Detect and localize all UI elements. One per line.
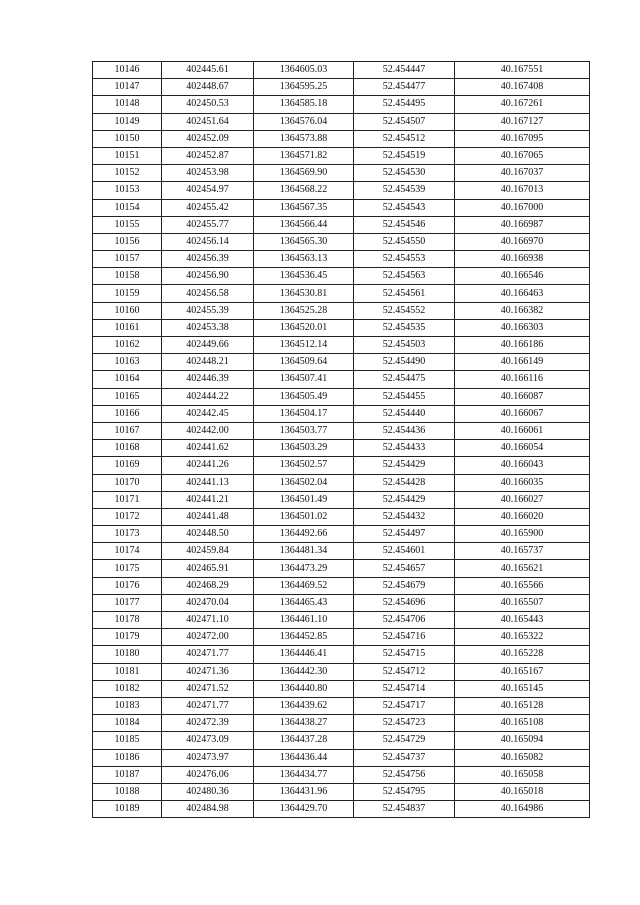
latitude-cell: 52.454495 xyxy=(354,96,455,113)
point-id-cell: 10177 xyxy=(93,594,162,611)
x-coordinate-cell: 402441.48 xyxy=(162,508,254,525)
point-id-cell: 10180 xyxy=(93,646,162,663)
table-row xyxy=(93,62,590,79)
table-row xyxy=(93,646,590,663)
y-coordinate-cell: 1364473.29 xyxy=(254,560,354,577)
y-coordinate-cell: 1364461.10 xyxy=(254,612,354,629)
longitude-cell: 40.166303 xyxy=(455,319,590,336)
point-id-cell: 10181 xyxy=(93,663,162,680)
point-id-cell: 10188 xyxy=(93,783,162,800)
x-coordinate-cell: 402450.53 xyxy=(162,96,254,113)
table-row xyxy=(93,474,590,491)
longitude-cell: 40.165322 xyxy=(455,629,590,646)
latitude-cell: 52.454561 xyxy=(354,285,455,302)
y-coordinate-cell: 1364530.81 xyxy=(254,285,354,302)
longitude-cell: 40.165082 xyxy=(455,749,590,766)
latitude-cell: 52.454546 xyxy=(354,216,455,233)
longitude-cell: 40.166463 xyxy=(455,285,590,302)
y-coordinate-cell: 1364469.52 xyxy=(254,577,354,594)
longitude-cell: 40.166382 xyxy=(455,302,590,319)
x-coordinate-cell: 402448.50 xyxy=(162,526,254,543)
point-id-cell: 10182 xyxy=(93,680,162,697)
table-row xyxy=(93,388,590,405)
point-id-cell: 10178 xyxy=(93,612,162,629)
table-row xyxy=(93,491,590,508)
y-coordinate-cell: 1364520.01 xyxy=(254,319,354,336)
latitude-cell: 52.454716 xyxy=(354,629,455,646)
x-coordinate-cell: 402441.21 xyxy=(162,491,254,508)
y-coordinate-cell: 1364503.29 xyxy=(254,440,354,457)
point-id-cell: 10171 xyxy=(93,491,162,508)
y-coordinate-cell: 1364563.13 xyxy=(254,251,354,268)
table-row xyxy=(93,199,590,216)
y-coordinate-cell: 1364505.49 xyxy=(254,388,354,405)
x-coordinate-cell: 402441.13 xyxy=(162,474,254,491)
latitude-cell: 52.454519 xyxy=(354,147,455,164)
y-coordinate-cell: 1364536.45 xyxy=(254,268,354,285)
latitude-cell: 52.454756 xyxy=(354,766,455,783)
longitude-cell: 40.166035 xyxy=(455,474,590,491)
longitude-cell: 40.166020 xyxy=(455,508,590,525)
x-coordinate-cell: 402442.45 xyxy=(162,405,254,422)
x-coordinate-cell: 402468.29 xyxy=(162,577,254,594)
x-coordinate-cell: 402448.21 xyxy=(162,354,254,371)
x-coordinate-cell: 402454.97 xyxy=(162,182,254,199)
table-row xyxy=(93,422,590,439)
point-id-cell: 10154 xyxy=(93,199,162,216)
x-coordinate-cell: 402456.90 xyxy=(162,268,254,285)
table-row xyxy=(93,371,590,388)
x-coordinate-cell: 402442.00 xyxy=(162,422,254,439)
latitude-cell: 52.454503 xyxy=(354,337,455,354)
latitude-cell: 52.454552 xyxy=(354,302,455,319)
y-coordinate-cell: 1364605.03 xyxy=(254,62,354,79)
latitude-cell: 52.454679 xyxy=(354,577,455,594)
table-row xyxy=(93,732,590,749)
latitude-cell: 52.454837 xyxy=(354,801,455,818)
latitude-cell: 52.454497 xyxy=(354,526,455,543)
point-id-cell: 10179 xyxy=(93,629,162,646)
x-coordinate-cell: 402471.36 xyxy=(162,663,254,680)
point-id-cell: 10183 xyxy=(93,697,162,714)
table-row xyxy=(93,233,590,250)
longitude-cell: 40.165018 xyxy=(455,783,590,800)
x-coordinate-cell: 402453.38 xyxy=(162,319,254,336)
x-coordinate-cell: 402473.97 xyxy=(162,749,254,766)
latitude-cell: 52.454447 xyxy=(354,62,455,79)
point-id-cell: 10185 xyxy=(93,732,162,749)
y-coordinate-cell: 1364501.49 xyxy=(254,491,354,508)
longitude-cell: 40.165145 xyxy=(455,680,590,697)
table-row xyxy=(93,268,590,285)
point-id-cell: 10162 xyxy=(93,337,162,354)
longitude-cell: 40.166027 xyxy=(455,491,590,508)
point-id-cell: 10173 xyxy=(93,526,162,543)
x-coordinate-cell: 402452.09 xyxy=(162,130,254,147)
table-row xyxy=(93,130,590,147)
x-coordinate-cell: 402456.58 xyxy=(162,285,254,302)
table-row xyxy=(93,251,590,268)
point-id-cell: 10186 xyxy=(93,749,162,766)
point-id-cell: 10152 xyxy=(93,165,162,182)
table-row xyxy=(93,526,590,543)
x-coordinate-cell: 402471.10 xyxy=(162,612,254,629)
longitude-cell: 40.167013 xyxy=(455,182,590,199)
longitude-cell: 40.165737 xyxy=(455,543,590,560)
longitude-cell: 40.165058 xyxy=(455,766,590,783)
table-row xyxy=(93,612,590,629)
longitude-cell: 40.167000 xyxy=(455,199,590,216)
longitude-cell: 40.165094 xyxy=(455,732,590,749)
longitude-cell: 40.166987 xyxy=(455,216,590,233)
point-id-cell: 10160 xyxy=(93,302,162,319)
table-row xyxy=(93,319,590,336)
x-coordinate-cell: 402451.64 xyxy=(162,113,254,130)
longitude-cell: 40.166116 xyxy=(455,371,590,388)
point-id-cell: 10187 xyxy=(93,766,162,783)
x-coordinate-cell: 402456.14 xyxy=(162,233,254,250)
table-row xyxy=(93,680,590,697)
point-id-cell: 10149 xyxy=(93,113,162,130)
x-coordinate-cell: 402448.67 xyxy=(162,79,254,96)
longitude-cell: 40.165108 xyxy=(455,715,590,732)
point-id-cell: 10151 xyxy=(93,147,162,164)
latitude-cell: 52.454507 xyxy=(354,113,455,130)
y-coordinate-cell: 1364481.34 xyxy=(254,543,354,560)
y-coordinate-cell: 1364452.85 xyxy=(254,629,354,646)
point-id-cell: 10164 xyxy=(93,371,162,388)
longitude-cell: 40.166087 xyxy=(455,388,590,405)
y-coordinate-cell: 1364568.22 xyxy=(254,182,354,199)
y-coordinate-cell: 1364436.44 xyxy=(254,749,354,766)
point-id-cell: 10189 xyxy=(93,801,162,818)
latitude-cell: 52.454563 xyxy=(354,268,455,285)
coordinates-table-body xyxy=(93,62,590,818)
latitude-cell: 52.454539 xyxy=(354,182,455,199)
y-coordinate-cell: 1364503.77 xyxy=(254,422,354,439)
point-id-cell: 10170 xyxy=(93,474,162,491)
longitude-cell: 40.166186 xyxy=(455,337,590,354)
longitude-cell: 40.166938 xyxy=(455,251,590,268)
latitude-cell: 52.454455 xyxy=(354,388,455,405)
latitude-cell: 52.454543 xyxy=(354,199,455,216)
latitude-cell: 52.454433 xyxy=(354,440,455,457)
latitude-cell: 52.454601 xyxy=(354,543,455,560)
latitude-cell: 52.454432 xyxy=(354,508,455,525)
latitude-cell: 52.454475 xyxy=(354,371,455,388)
table-row xyxy=(93,79,590,96)
table-row xyxy=(93,405,590,422)
point-id-cell: 10157 xyxy=(93,251,162,268)
table-row xyxy=(93,801,590,818)
x-coordinate-cell: 402470.04 xyxy=(162,594,254,611)
y-coordinate-cell: 1364465.43 xyxy=(254,594,354,611)
latitude-cell: 52.454429 xyxy=(354,457,455,474)
x-coordinate-cell: 402456.39 xyxy=(162,251,254,268)
y-coordinate-cell: 1364509.64 xyxy=(254,354,354,371)
point-id-cell: 10148 xyxy=(93,96,162,113)
table-row xyxy=(93,577,590,594)
point-id-cell: 10166 xyxy=(93,405,162,422)
point-id-cell: 10147 xyxy=(93,79,162,96)
table-row xyxy=(93,147,590,164)
longitude-cell: 40.167037 xyxy=(455,165,590,182)
table-row xyxy=(93,216,590,233)
longitude-cell: 40.166970 xyxy=(455,233,590,250)
longitude-cell: 40.167065 xyxy=(455,147,590,164)
longitude-cell: 40.167408 xyxy=(455,79,590,96)
table-row xyxy=(93,715,590,732)
latitude-cell: 52.454530 xyxy=(354,165,455,182)
x-coordinate-cell: 402455.77 xyxy=(162,216,254,233)
x-coordinate-cell: 402473.09 xyxy=(162,732,254,749)
table-row xyxy=(93,337,590,354)
longitude-cell: 40.166061 xyxy=(455,422,590,439)
longitude-cell: 40.166054 xyxy=(455,440,590,457)
y-coordinate-cell: 1364492.66 xyxy=(254,526,354,543)
x-coordinate-cell: 402472.39 xyxy=(162,715,254,732)
point-id-cell: 10150 xyxy=(93,130,162,147)
latitude-cell: 52.454795 xyxy=(354,783,455,800)
latitude-cell: 52.454696 xyxy=(354,594,455,611)
y-coordinate-cell: 1364438.27 xyxy=(254,715,354,732)
table-row xyxy=(93,697,590,714)
table-row xyxy=(93,165,590,182)
coordinates-table xyxy=(92,61,590,818)
latitude-cell: 52.454477 xyxy=(354,79,455,96)
table-row xyxy=(93,285,590,302)
point-id-cell: 10168 xyxy=(93,440,162,457)
x-coordinate-cell: 402449.66 xyxy=(162,337,254,354)
point-id-cell: 10155 xyxy=(93,216,162,233)
y-coordinate-cell: 1364525.28 xyxy=(254,302,354,319)
x-coordinate-cell: 402471.77 xyxy=(162,646,254,663)
y-coordinate-cell: 1364571.82 xyxy=(254,147,354,164)
latitude-cell: 52.454712 xyxy=(354,663,455,680)
x-coordinate-cell: 402476.06 xyxy=(162,766,254,783)
latitude-cell: 52.454428 xyxy=(354,474,455,491)
longitude-cell: 40.165443 xyxy=(455,612,590,629)
latitude-cell: 52.454737 xyxy=(354,749,455,766)
latitude-cell: 52.454429 xyxy=(354,491,455,508)
longitude-cell: 40.166149 xyxy=(455,354,590,371)
longitude-cell: 40.165507 xyxy=(455,594,590,611)
y-coordinate-cell: 1364442.30 xyxy=(254,663,354,680)
table-row xyxy=(93,663,590,680)
y-coordinate-cell: 1364565.30 xyxy=(254,233,354,250)
latitude-cell: 52.454714 xyxy=(354,680,455,697)
longitude-cell: 40.167551 xyxy=(455,62,590,79)
y-coordinate-cell: 1364429.70 xyxy=(254,801,354,818)
table-row xyxy=(93,440,590,457)
x-coordinate-cell: 402441.26 xyxy=(162,457,254,474)
table-row xyxy=(93,749,590,766)
longitude-cell: 40.165167 xyxy=(455,663,590,680)
latitude-cell: 52.454512 xyxy=(354,130,455,147)
x-coordinate-cell: 402444.22 xyxy=(162,388,254,405)
point-id-cell: 10169 xyxy=(93,457,162,474)
y-coordinate-cell: 1364569.90 xyxy=(254,165,354,182)
latitude-cell: 52.454535 xyxy=(354,319,455,336)
x-coordinate-cell: 402445.61 xyxy=(162,62,254,79)
table-row xyxy=(93,457,590,474)
point-id-cell: 10176 xyxy=(93,577,162,594)
x-coordinate-cell: 402446.39 xyxy=(162,371,254,388)
y-coordinate-cell: 1364502.04 xyxy=(254,474,354,491)
y-coordinate-cell: 1364507.41 xyxy=(254,371,354,388)
point-id-cell: 10161 xyxy=(93,319,162,336)
x-coordinate-cell: 402455.42 xyxy=(162,199,254,216)
y-coordinate-cell: 1364504.17 xyxy=(254,405,354,422)
table-row xyxy=(93,766,590,783)
longitude-cell: 40.166546 xyxy=(455,268,590,285)
point-id-cell: 10184 xyxy=(93,715,162,732)
y-coordinate-cell: 1364566.44 xyxy=(254,216,354,233)
latitude-cell: 52.454706 xyxy=(354,612,455,629)
y-coordinate-cell: 1364437.28 xyxy=(254,732,354,749)
point-id-cell: 10172 xyxy=(93,508,162,525)
y-coordinate-cell: 1364573.88 xyxy=(254,130,354,147)
y-coordinate-cell: 1364585.18 xyxy=(254,96,354,113)
table-row xyxy=(93,594,590,611)
x-coordinate-cell: 402459.84 xyxy=(162,543,254,560)
table-row xyxy=(93,354,590,371)
latitude-cell: 52.454440 xyxy=(354,405,455,422)
point-id-cell: 10163 xyxy=(93,354,162,371)
x-coordinate-cell: 402471.77 xyxy=(162,697,254,714)
point-id-cell: 10158 xyxy=(93,268,162,285)
x-coordinate-cell: 402453.98 xyxy=(162,165,254,182)
latitude-cell: 52.454729 xyxy=(354,732,455,749)
table-row xyxy=(93,508,590,525)
table-row xyxy=(93,629,590,646)
latitude-cell: 52.454490 xyxy=(354,354,455,371)
table-row xyxy=(93,182,590,199)
longitude-cell: 40.167095 xyxy=(455,130,590,147)
y-coordinate-cell: 1364439.62 xyxy=(254,697,354,714)
y-coordinate-cell: 1364512.14 xyxy=(254,337,354,354)
longitude-cell: 40.167261 xyxy=(455,96,590,113)
point-id-cell: 10174 xyxy=(93,543,162,560)
longitude-cell: 40.166067 xyxy=(455,405,590,422)
y-coordinate-cell: 1364440.80 xyxy=(254,680,354,697)
x-coordinate-cell: 402452.87 xyxy=(162,147,254,164)
latitude-cell: 52.454436 xyxy=(354,422,455,439)
y-coordinate-cell: 1364446.41 xyxy=(254,646,354,663)
point-id-cell: 10167 xyxy=(93,422,162,439)
y-coordinate-cell: 1364502.57 xyxy=(254,457,354,474)
x-coordinate-cell: 402441.62 xyxy=(162,440,254,457)
y-coordinate-cell: 1364567.35 xyxy=(254,199,354,216)
longitude-cell: 40.165900 xyxy=(455,526,590,543)
point-id-cell: 10156 xyxy=(93,233,162,250)
x-coordinate-cell: 402471.52 xyxy=(162,680,254,697)
point-id-cell: 10153 xyxy=(93,182,162,199)
longitude-cell: 40.165566 xyxy=(455,577,590,594)
point-id-cell: 10165 xyxy=(93,388,162,405)
longitude-cell: 40.165128 xyxy=(455,697,590,714)
y-coordinate-cell: 1364576.04 xyxy=(254,113,354,130)
table-row xyxy=(93,543,590,560)
longitude-cell: 40.164986 xyxy=(455,801,590,818)
y-coordinate-cell: 1364434.77 xyxy=(254,766,354,783)
y-coordinate-cell: 1364431.96 xyxy=(254,783,354,800)
latitude-cell: 52.454715 xyxy=(354,646,455,663)
y-coordinate-cell: 1364501.02 xyxy=(254,508,354,525)
latitude-cell: 52.454657 xyxy=(354,560,455,577)
x-coordinate-cell: 402472.00 xyxy=(162,629,254,646)
y-coordinate-cell: 1364595.25 xyxy=(254,79,354,96)
table-row xyxy=(93,560,590,577)
point-id-cell: 10146 xyxy=(93,62,162,79)
x-coordinate-cell: 402484.98 xyxy=(162,801,254,818)
latitude-cell: 52.454553 xyxy=(354,251,455,268)
point-id-cell: 10175 xyxy=(93,560,162,577)
latitude-cell: 52.454723 xyxy=(354,715,455,732)
longitude-cell: 40.165621 xyxy=(455,560,590,577)
longitude-cell: 40.165228 xyxy=(455,646,590,663)
longitude-cell: 40.166043 xyxy=(455,457,590,474)
x-coordinate-cell: 402455.39 xyxy=(162,302,254,319)
point-id-cell: 10159 xyxy=(93,285,162,302)
x-coordinate-cell: 402480.36 xyxy=(162,783,254,800)
latitude-cell: 52.454717 xyxy=(354,697,455,714)
table-row xyxy=(93,113,590,130)
table-row xyxy=(93,302,590,319)
table-row xyxy=(93,96,590,113)
table-row xyxy=(93,783,590,800)
x-coordinate-cell: 402465.91 xyxy=(162,560,254,577)
latitude-cell: 52.454550 xyxy=(354,233,455,250)
longitude-cell: 40.167127 xyxy=(455,113,590,130)
